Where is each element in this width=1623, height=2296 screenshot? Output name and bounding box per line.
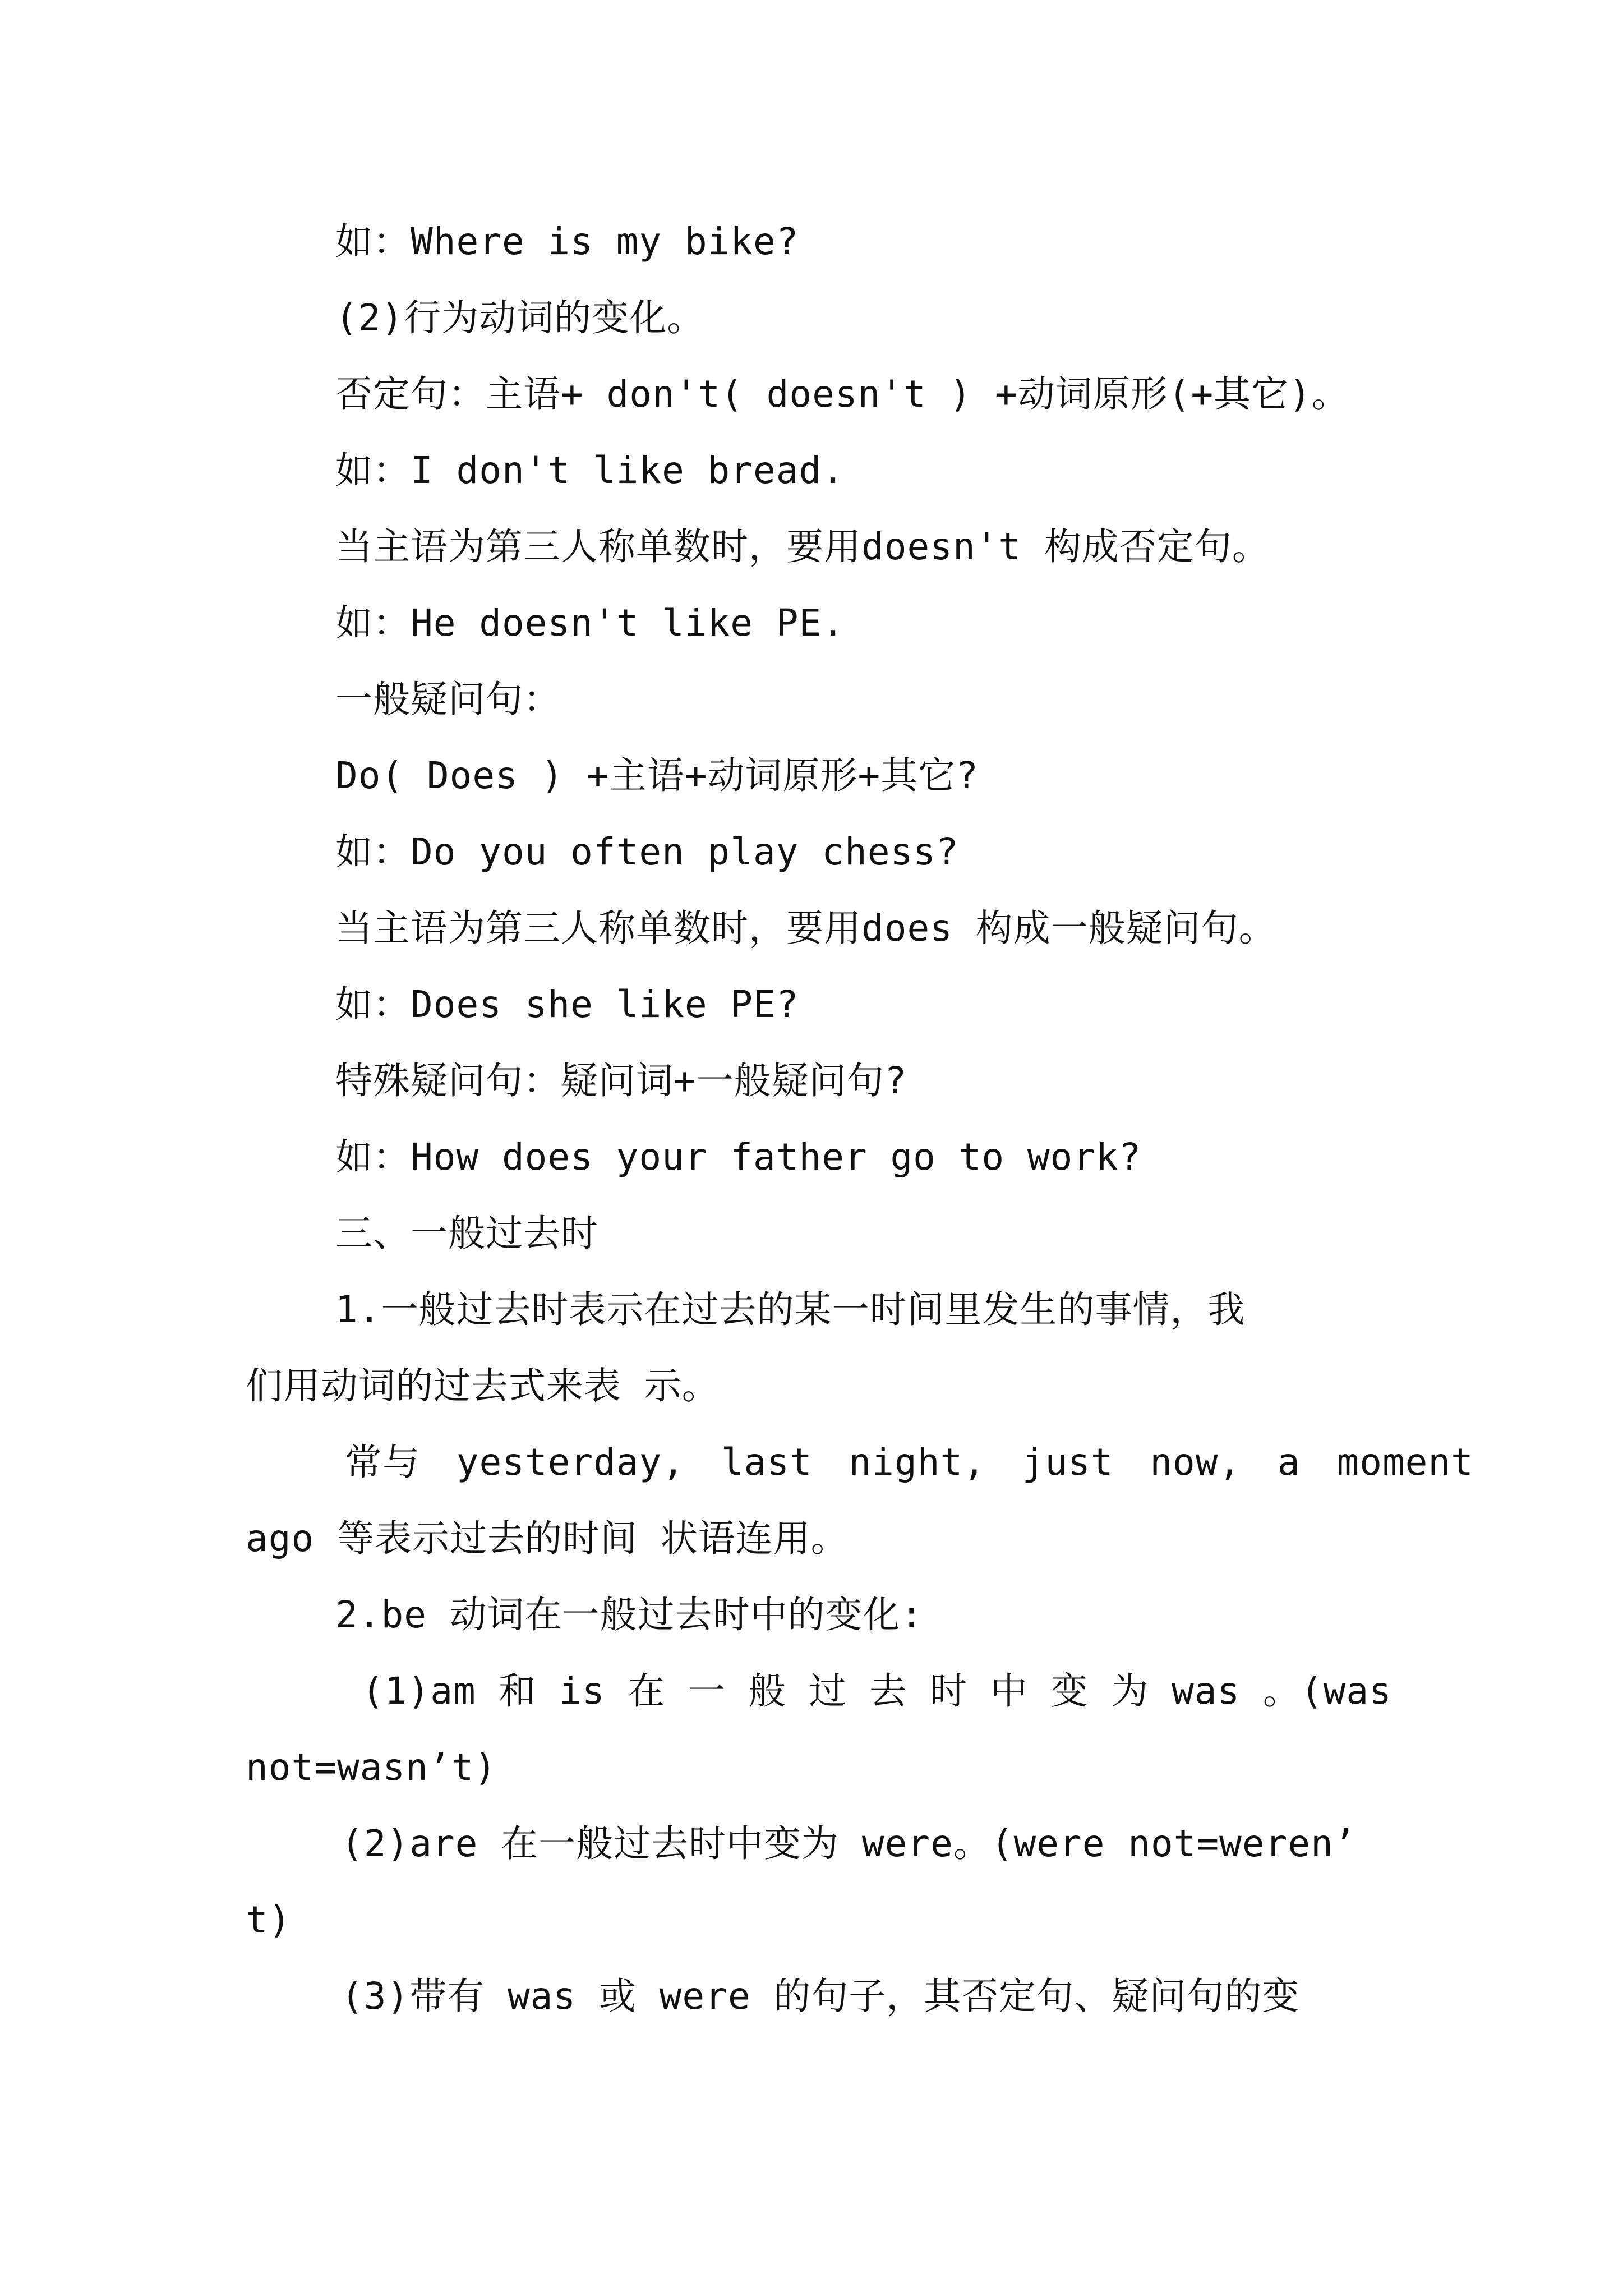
text-line-24: (3)带有 was 或 were 的句子，其否定句、疑问句的变: [341, 1975, 1300, 2018]
text-line-1: 如：Where is my bike?: [335, 220, 799, 263]
text-line-2: (2)行为动词的变化。: [335, 296, 705, 339]
text-line-21: not=wasn’t): [246, 1746, 497, 1789]
text-line-18: ago 等表示过去的时间 状语连用。: [246, 1517, 849, 1560]
text-line-16: 们用动词的过去式来表 示。: [246, 1364, 720, 1407]
text-line-17: 常与 yesterday, last night, just now, a moment: [345, 1441, 1474, 1484]
text-line-3: 否定句：主语+ don't( doesn't ) +动词原形(+其它)。: [335, 372, 1349, 416]
text-line-19: 2.be 动词在一般过去时中的变化:: [335, 1593, 924, 1636]
text-line-23: t): [246, 1898, 292, 1941]
text-line-5: 当主语为第三人称单数时，要用doesn't 构成否定句。: [335, 525, 1270, 568]
text-line-15: 1.一般过去时表示在过去的某一时间里发生的事情，我: [335, 1288, 1246, 1331]
text-line-8: Do( Does ) +主语+动词原形+其它?: [335, 754, 979, 797]
text-line-9: 如：Do you often play chess?: [335, 830, 959, 873]
text-line-22: (2)are 在一般过去时中变为 were。(were not=weren’: [341, 1822, 1357, 1865]
text-line-4: 如：I don't like bread.: [335, 449, 845, 492]
text-line-6: 如：He doesn't like PE.: [335, 601, 845, 645]
text-line-12: 特殊疑问句：疑问词+一般疑问句?: [335, 1059, 907, 1102]
text-line-11: 如：Does she like PE?: [335, 983, 799, 1026]
text-line-7: 一般疑问句：: [335, 678, 561, 721]
heading-simple-past: 三、一般过去时: [335, 1212, 598, 1255]
text-line-20: (1)am 和 is 在 一 般 过 去 时 中 变 为 was 。(was: [362, 1669, 1392, 1713]
text-line-13: 如：How does your father go to work?: [335, 1135, 1142, 1179]
text-line-10: 当主语为第三人称单数时，要用does 构成一般疑问句。: [335, 907, 1276, 950]
